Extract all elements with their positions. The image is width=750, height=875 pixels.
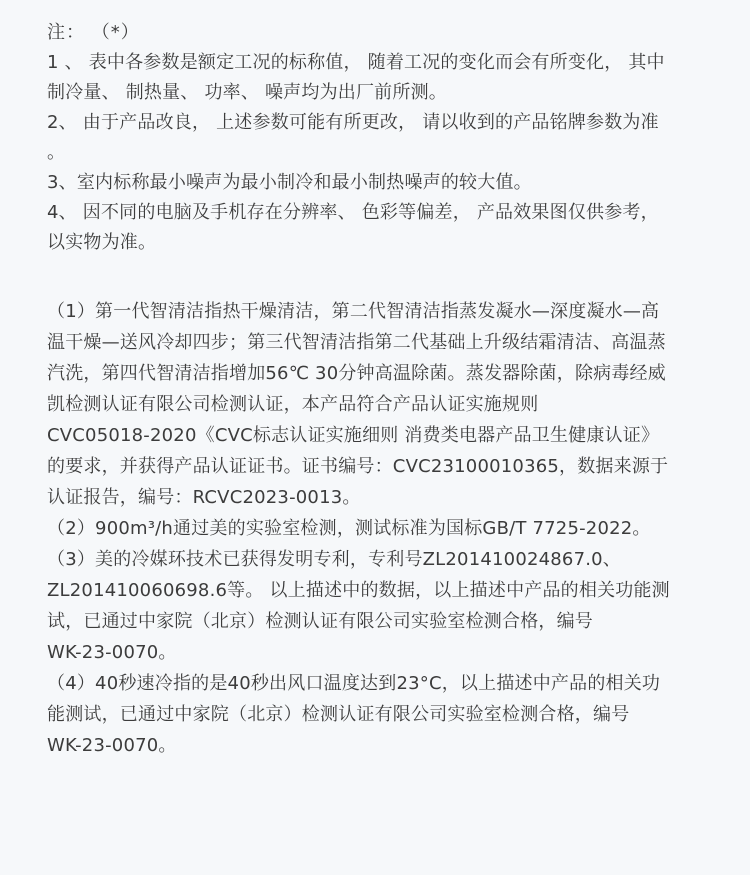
reference-line: 的要求，并获得产品认证证书。证书编号：CVC23100010365，数据来源于: [47, 456, 669, 477]
reference-line: 温干燥—送风冷却四步；第三代智清洁指第二代基础上升级结霜清洁、高温蒸: [47, 332, 666, 353]
notes-heading: 注： （*）: [47, 22, 140, 43]
reference-line: 能测试，已通过中家院（北京）检测认证有限公司实验室检测合格，编号: [47, 704, 630, 725]
reference-line: （3）美的冷媒环技术已获得发明专利，专利号ZL201410024867.0、: [47, 549, 622, 570]
note-line: 4、 因不同的电脑及手机存在分辨率、 色彩等偏差， 产品效果图仅供参考，: [47, 202, 659, 223]
note-line: 以实物为准。: [47, 232, 157, 253]
reference-line: WK-23-0070。: [47, 735, 177, 756]
reference-line: 汽洗，第四代智清洁指增加56℃ 30分钟高温除菌。蒸发器除菌，除病毒经威: [47, 363, 666, 384]
reference-line: CVC05018-2020《CVC标志认证实施细则 消费类电器产品卫生健康认证》: [47, 425, 660, 446]
note-line: 。: [47, 142, 66, 163]
reference-line: ZL201410060698.6等。 以上描述中的数据，以上描述中产品的相关功能测: [47, 580, 670, 601]
notes-section: [47, 18, 730, 258]
reference-line: （2）900m³/h通过美的实验室检测，测试标准为国标GB/T 7725-2022。: [47, 518, 651, 539]
reference-line: WK-23-0070。: [47, 642, 177, 663]
reference-line: （4）40秒速冷指的是40秒出风口温度达到23°C，以上描述中产品的相关功: [47, 673, 661, 694]
note-line: 制冷量、 制热量、 功率、 噪声均为出厂前所测。: [47, 82, 447, 103]
reference-line: 试，已通过中家院（北京）检测认证有限公司实验室检测合格，编号: [47, 611, 593, 632]
reference-line: 认证报告，编号：RCVC2023-0013。: [47, 487, 361, 508]
note-line: 1 、 表中各参数是额定工况的标称值， 随着工况的变化而会有所变化， 其中: [47, 52, 665, 73]
reference-line: （1）第一代智清洁指热干燥清洁，第二代智清洁指蒸发凝水—深度凝水—高: [47, 301, 660, 322]
reference-line: 凯检测认证有限公司检测认证，本产品符合产品认证实施规则: [47, 394, 539, 415]
note-line: 2、 由于产品改良， 上述参数可能有所更改， 请以收到的产品铭牌参数为准: [47, 112, 659, 133]
references-section: [47, 296, 730, 761]
note-line: 3、室内标称最小噪声为最小制冷和最小制热噪声的较大值。: [47, 172, 532, 193]
